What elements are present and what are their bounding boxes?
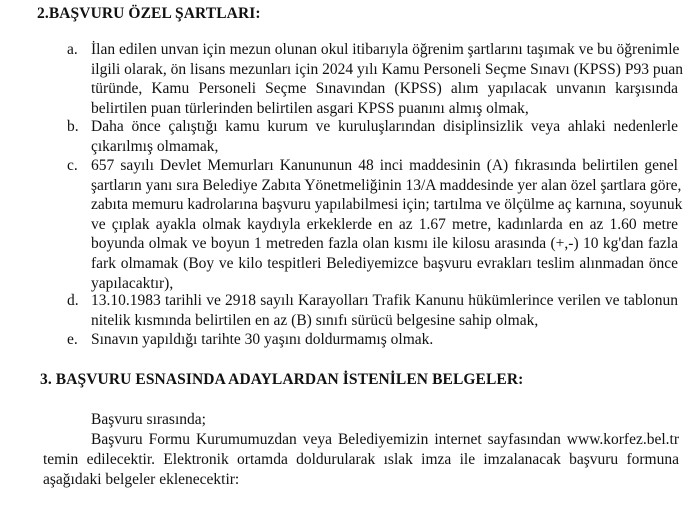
text-line: şartların yanı sıra Belediye Zabıta Yönetmeliğinin 13/A maddesinde yer alan özel şartlara göre,: [91, 176, 682, 194]
list-marker: b.: [67, 118, 79, 135]
list-marker: d.: [67, 292, 79, 309]
text-line: 13.10.1983 tarihli ve 2918 sayılı Karayolları Trafik Kanunu hükümlerince verilen ve tablonun: [91, 292, 678, 309]
text-line: çıkarılmış olmamak,: [91, 137, 219, 155]
intro-text: Başvuru sırasında;: [91, 411, 206, 428]
text-line: ilgili olarak, ön lisans mezunları için 2024 yılı Kamu Personeli Seçme Sınavı (KPSS) P93 puan: [91, 60, 683, 78]
list-item-text: [91, 330, 678, 350]
section-2-heading: 2.BAŞVURU ÖZEL ŞARTLARI:: [37, 5, 261, 22]
text-line: Başvuru Formu Kurumumuzdan veya Belediyemizin internet sayfasından www.korfez.bel.tr: [91, 431, 679, 448]
text-line: nitelik kısmında belirtilen en az (B) sınıfı sürücü belgesine sahip olmak,: [91, 311, 539, 329]
list-item-text: [91, 117, 678, 156]
text-line: yapılacaktır),: [91, 274, 174, 292]
list-marker: e.: [67, 331, 78, 348]
text-line: Sınavın yapıldığı tarihte 30 yaşını doldurmamış olmak.: [91, 331, 434, 348]
text-line: fark olmamak (Boy ve kilo tespitleri Belediyemizce başvuru evrakları teslim alınmadan önce: [91, 254, 678, 272]
text-line: belirtilen puan türlerinden belirtilen asgari KPSS puanını almış olmak,: [91, 99, 529, 117]
list-marker: a.: [67, 41, 78, 58]
text-line: 657 sayılı Devlet Memurları Kanununun 48 inci maddesinin (A) fıkrasında belirtilen genel: [91, 157, 678, 174]
text-line: zabıta memuru kadrolarına başvuru yapılabilmesi için; tartılma ve ölçülme aç karnına, soyunuk: [91, 196, 683, 214]
text-line: aşağıdaki belgeler eklenecektir:: [43, 471, 240, 488]
text-line: türünde, Kamu Personeli Seçme Sınavından (KPSS) alım yapılacak unvanın karşısında: [91, 80, 678, 98]
list-item-text: [91, 291, 678, 330]
list-item-text: [91, 156, 683, 293]
list-item-text: [91, 40, 683, 118]
list-marker: c.: [67, 157, 78, 174]
body-paragraph: [43, 430, 679, 490]
text-line: ve çıplak ayakla olmak kaydıyla erkeklerde en az 1.67 metre, kadınlarda en az 1.60 metre: [91, 215, 678, 233]
section-3-heading: 3. BAŞVURU ESNASINDA ADAYLARDAN İSTENİLEN BELGELER:: [40, 371, 524, 388]
text-line: boyunda olmak ve boyun 1 metreden fazla olan kısmı ile kilosu arasında (+,-) 10 kg'dan fazla: [91, 235, 678, 253]
text-line: temin edilecektir. Elektronik ortamda doldurularak ıslak imza ile imzalanacak başvuru formuna: [43, 451, 679, 468]
text-line: Daha önce çalıştığı kamu kurum ve kuruluşlarından disiplinsizlik veya ahlaki nedenlerle: [91, 118, 678, 135]
text-line: İlan edilen unvan için mezun olunan okul itibarıyla öğrenim şartlarını taşımak ve bu öğrenimle: [91, 41, 680, 58]
